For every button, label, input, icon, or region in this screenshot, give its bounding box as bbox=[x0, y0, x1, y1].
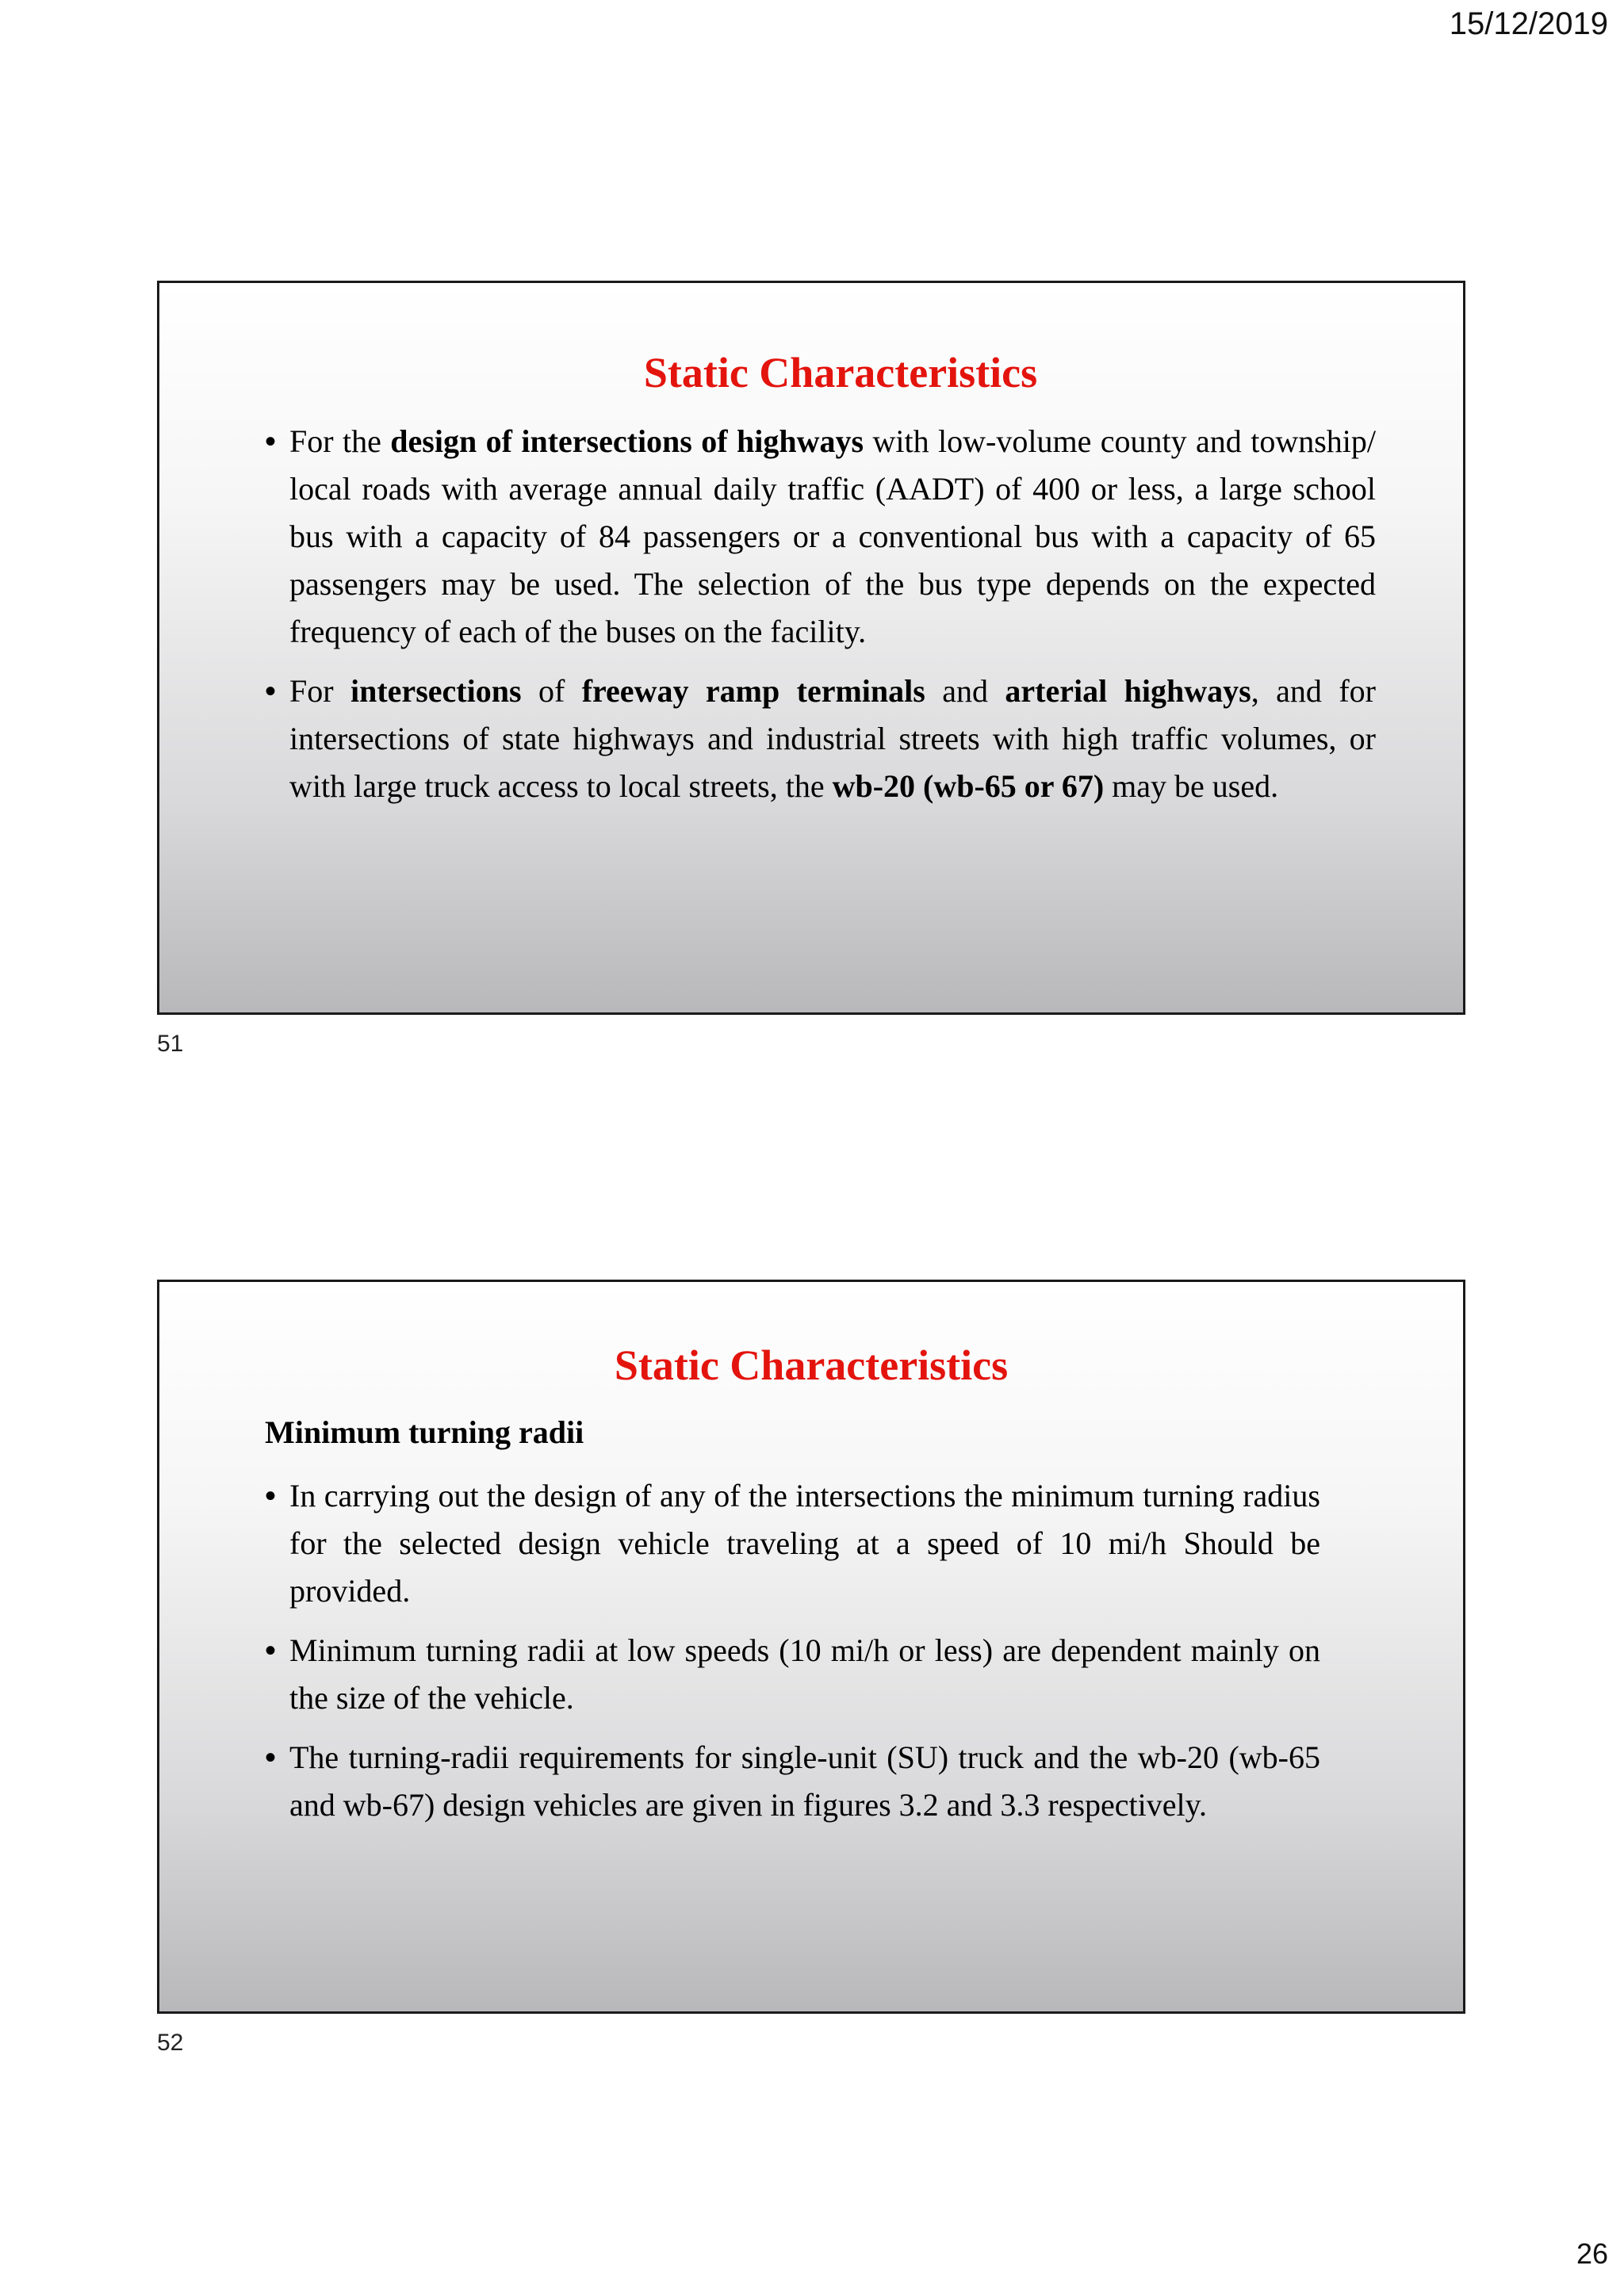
slide-number: 51 bbox=[157, 1031, 184, 1057]
text-run: Minimum turning radii at low speeds (10 mi/h or less) are dependent mainly on the size of the vehicle. bbox=[289, 1632, 1320, 1716]
bullet-marker: • bbox=[265, 1633, 277, 1668]
slide-title: Static Characteristics bbox=[614, 1341, 1009, 1389]
bold-text: freeway ramp terminals bbox=[581, 673, 925, 709]
bullet-marker: • bbox=[265, 424, 277, 459]
text-run: , and for intersections of state highways and industrial streets with high traffic volumes, or with large truck access to local streets, the bbox=[289, 673, 1376, 804]
bullet-item bbox=[265, 1734, 1320, 1829]
bullet-list bbox=[265, 1472, 1320, 1841]
text-run: of bbox=[521, 673, 582, 709]
bold-text: intersections bbox=[350, 673, 522, 709]
slide-number: 52 bbox=[157, 2030, 184, 2056]
bullet-marker: • bbox=[265, 1740, 277, 1775]
text-run: For bbox=[289, 673, 350, 709]
text-run: may be used. bbox=[1104, 768, 1279, 804]
slide-51 bbox=[157, 281, 1465, 1015]
bullet-item bbox=[265, 418, 1376, 656]
bullet-item bbox=[265, 668, 1376, 810]
bullet-item bbox=[265, 1627, 1320, 1722]
page-number: 26 bbox=[1576, 2237, 1608, 2270]
page-date: 15/12/2019 bbox=[1449, 6, 1608, 41]
subheading: Minimum turning radii bbox=[265, 1414, 584, 1450]
bold-text: arterial highways bbox=[1005, 673, 1251, 709]
text-run: For the bbox=[289, 423, 391, 459]
slide-52 bbox=[157, 1280, 1465, 2014]
text-run: The turning-radii requirements for single-unit (SU) truck and the wb-20 (wb-65 and wb-67) design vehicles are given in figures 3.2 and 3.3 respectively. bbox=[289, 1739, 1320, 1823]
bullet-item bbox=[265, 1472, 1320, 1615]
bullet-list bbox=[265, 418, 1376, 822]
slide-title: Static Characteristics bbox=[643, 349, 1038, 396]
bold-text: wb-20 (wb-65 or 67) bbox=[832, 768, 1105, 804]
bullet-marker: • bbox=[265, 674, 277, 709]
text-run: In carrying out the design of any of the intersections the minimum turning radius for the selected design vehicle traveling at a speed of 10 mi/h Should be provided. bbox=[289, 1478, 1320, 1609]
text-run: and bbox=[925, 673, 1005, 709]
bullet-marker: • bbox=[265, 1479, 277, 1513]
text-run: with low-volume county and township/ local roads with average annual daily traffic (AADT) of 400 or less, a large school bus with a capacity of 84 passengers or a conventional bus with a capacity of 65 passengers may be used. The selection of the bus type depends on the expected frequency of each of the buses on the facility. bbox=[289, 423, 1377, 649]
bold-text: design of intersections of highways bbox=[390, 423, 864, 459]
